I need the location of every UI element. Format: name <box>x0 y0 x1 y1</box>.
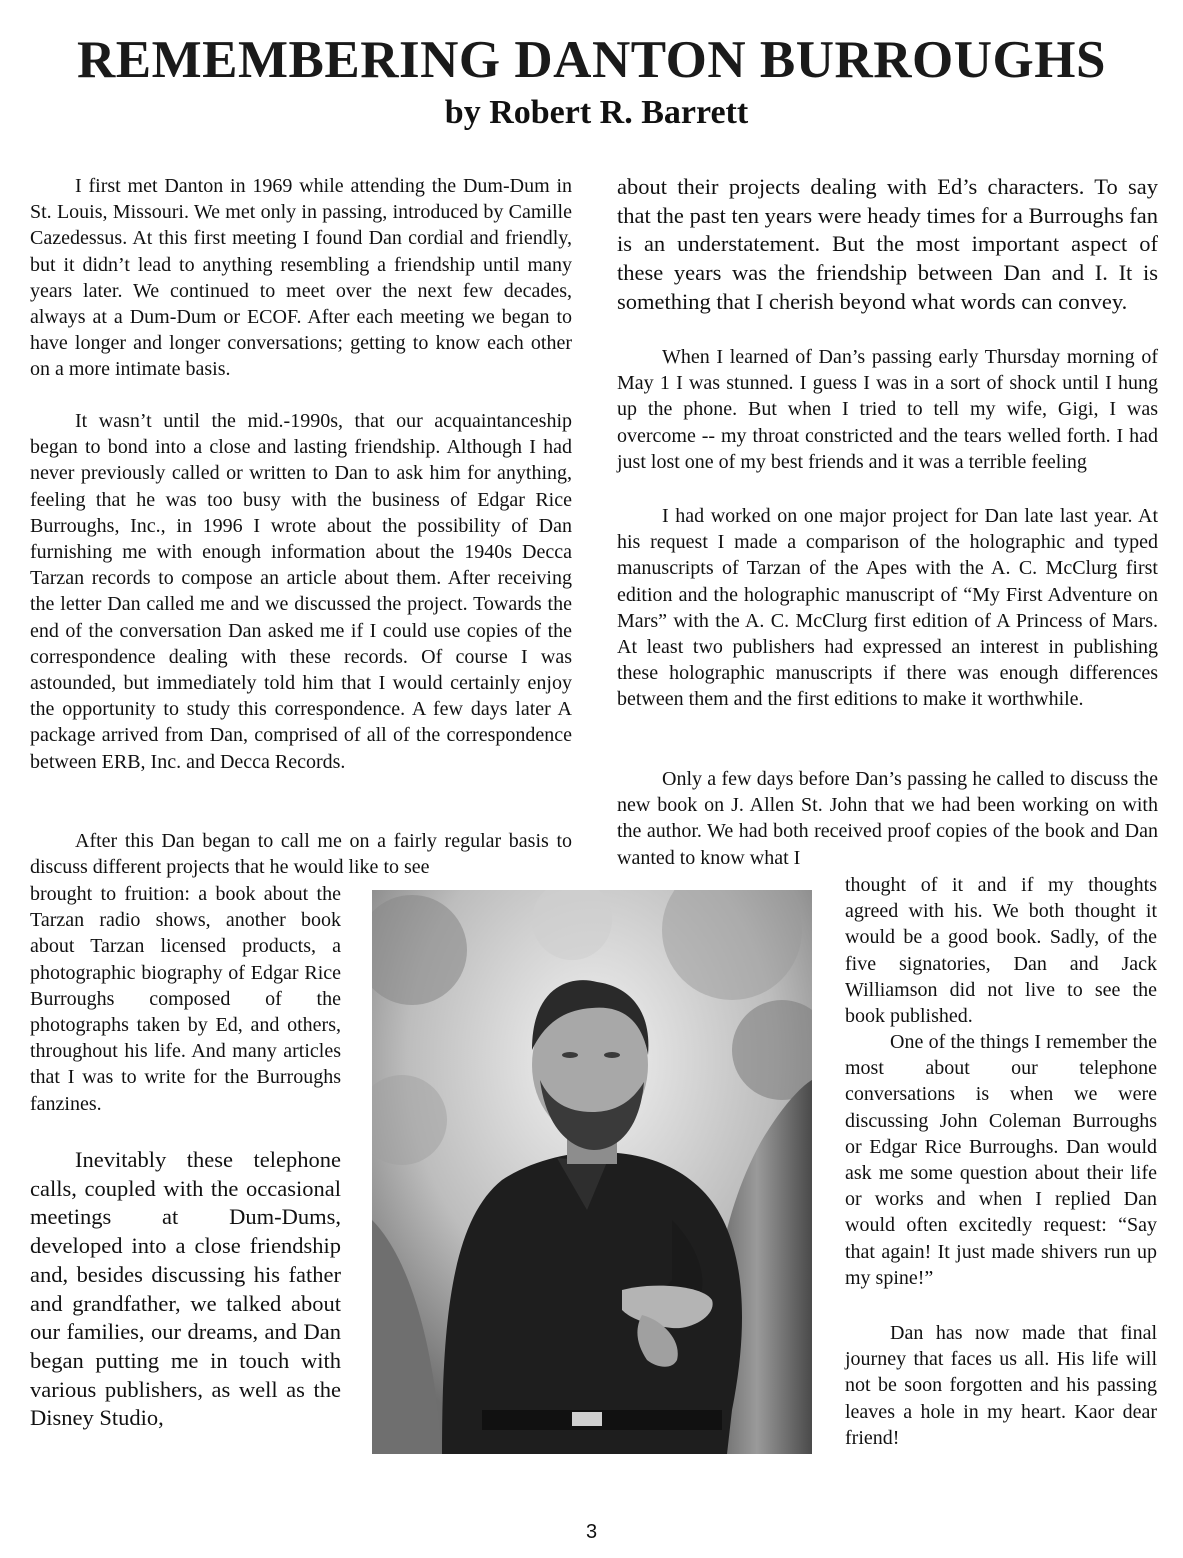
page-number: 3 <box>585 1521 598 1543</box>
portrait-photo <box>372 890 812 1454</box>
paragraph-8: I had worked on one major project for Dan late last year. At his request I made a comparison of the holographic and typed manuscripts of Tarzan of the Apes with the A. C. McClurg first edition and the holographic manuscript of “My First Adventure on Mars” with the A. C. McClurg first edition of A Princess of Mars. At least two publishers had expressed an interest in publishing these holographic manuscripts if there was enough differences between them and the first editions to make it worthwhile. <box>617 505 1158 711</box>
paragraph-7: When I learned of Dan’s passing early Thursday morning of May 1 I was stunned. I guess I was in a sort of shock until I hung up the phone. But when I tried to tell my wife, Gigi, I was overcome -- my throat constricted and the tears welled forth. I had just lost one of my best friends and it was a terrible feeling <box>617 346 1158 473</box>
paragraph-5: Inevitably these telephone calls, coupled with the occasional meetings at Dum-Dums, developed into a close friendship and, besides discussing his father and grandfather, we talked about our families, our dreams, and Dan began putting me in touch with various publishers, as well as the Disney Studio, <box>30 1147 341 1431</box>
article-byline: by Robert R. Barrett <box>444 94 749 131</box>
paragraph-11: One of the things I remember the most about our telephone conversations is when we were discussing John Coleman Burroughs or Edgar Rice Burroughs. Dan would ask me some question about their life or works and when I replied Dan would often excitedly request: “Say that again! It just made shivers run up my spine!” <box>845 1031 1157 1289</box>
paragraph-2: It wasn’t until the mid.-1990s, that our acquaintanceship began to bond into a close and lasting friendship. Although I had never previously called or written to Dan to ask him for anything, feeling that he was too busy with the business of Edgar Rice Burroughs, Inc., in 1996 I wrote about the possibility of Dan furnishing me with enough information about the 1940s Decca Tarzan records to compose an article about them. After receiving the letter Dan called me and we discussed the project. Towards the end of the conversation Dan asked me if I could use copies of the correspondence dealing with these records. Of course I was astounded, but immediately told him that I would certainly enjoy the opportunity to study this correspondence. A few days later A package arrived from Dan, comprised of all of the correspondence between ERB, Inc. and Decca Records. <box>30 410 572 773</box>
paragraph-1: I first met Danton in 1969 while attending the Dum-Dum in St. Louis, Missouri. We met only in passing, introduced by Camille Cazedessus. At this first meeting I found Dan cordial and friendly, but it didn’t lead to anything resembling a friendship until many years later. We continued to meet over the next few decades, always at a Dum-Dum or ECOF. After each meeting we began to have longer and longer conversations; getting to know each other on a more intimate basis. <box>30 175 572 381</box>
paragraph-9: Only a few days before Dan’s passing he called to discuss the new book on J. Allen St. John that we had been working on with the author. We had both received proof copies of the book and Dan wanted to know what I <box>617 768 1158 869</box>
paragraph-10: thought of it and if my thoughts agreed with his. We both thought it would be a good book. Sadly, of the five signatories, Dan and Jack Williamson did not live to see the book published. <box>845 874 1157 1028</box>
paragraph-3: After this Dan began to call me on a fairly regular basis to discuss different projects that he would like to see <box>30 830 572 879</box>
paragraph-6: about their projects dealing with Ed’s characters. To say that the past ten years were heady times for a Burroughs fan is an understatement. But the most important aspect of these years was the friendship between Dan and I. It is something that I cherish beyond what words can convey. <box>617 174 1158 314</box>
paragraph-12: Dan has now made that final journey that faces us all. His life will not be soon forgotten and his passing leaves a hole in my heart. Kaor dear friend! <box>845 1322 1157 1449</box>
paragraph-4: brought to fruition: a book about the Tarzan radio shows, another book about Tarzan licensed products, a photographic biography of Edgar Rice Burroughs composed of the photographs taken by Ed, and others, throughout his life. And many articles that I was to write for the Burroughs fanzines. <box>30 883 341 1115</box>
article-title: REMEMBERING DANTON BURROUGHS <box>77 31 1106 89</box>
